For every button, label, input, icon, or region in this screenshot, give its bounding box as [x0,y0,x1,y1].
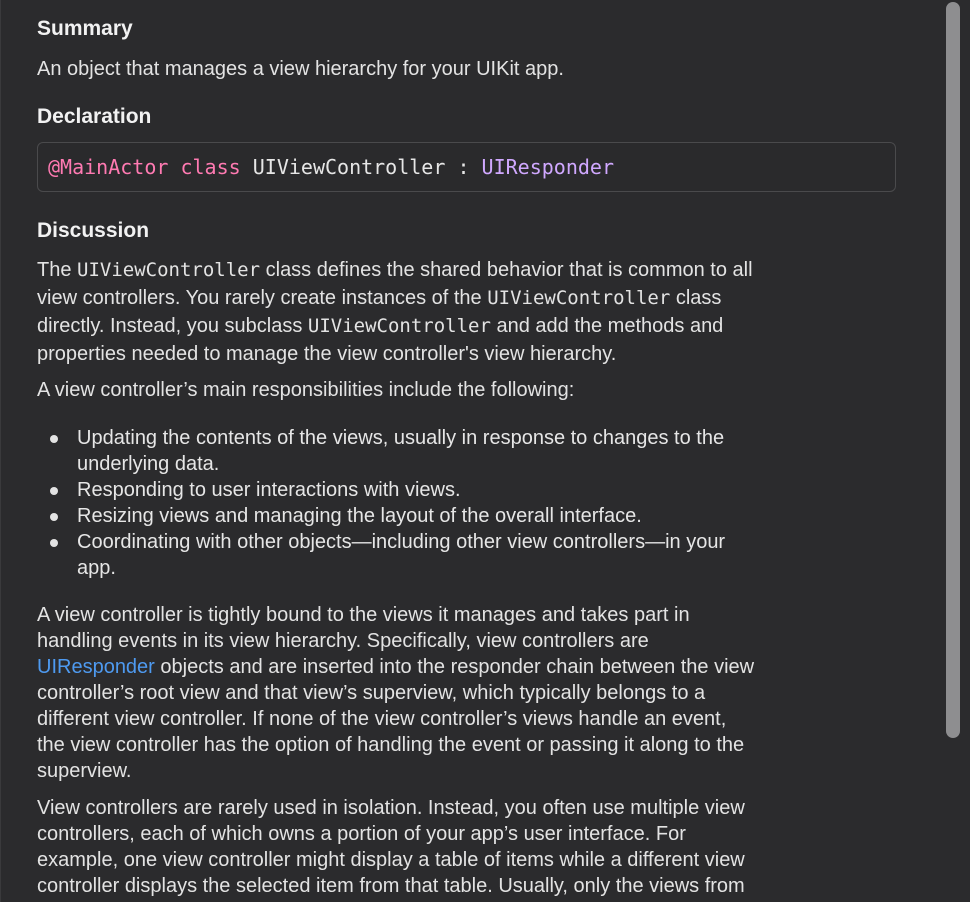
uiresponder-link[interactable]: UIResponder [37,656,155,678]
bullet-icon [50,487,58,495]
declaration-heading: Declaration [37,105,152,128]
declaration-superclass-link[interactable]: UIResponder [481,155,614,179]
discussion-paragraph-4 [37,795,897,899]
bullet-icon [50,539,58,547]
discussion-paragraph-1 [37,256,897,368]
paragraph-line: view controllers. You rarely create instances of the UIViewController class [37,287,722,309]
declaration-class-name: UIViewController [252,155,446,179]
summary-text [37,55,897,83]
list-item: Coordinating with other objects—including other view controllers—in your app. [37,529,897,581]
paragraph-line: The UIViewController class defines the shared behavior that is common to all [37,259,753,281]
discussion-paragraph-3 [37,602,897,784]
paragraph-line: the view controller has the option of handling the event or passing it along to the [37,734,745,756]
discussion-paragraph-2 [37,376,897,404]
list-item: Resizing views and managing the layout of the overall interface. [37,503,897,529]
paragraph-line: controller’s root view and that view’s superview, which typically belongs to a [37,682,706,704]
declaration-keyword: class [180,155,241,179]
paragraph-line: controller displays the selected item from that table. Usually, only the views from [37,875,745,897]
declaration-code-box [37,142,896,192]
declaration-code [48,155,614,179]
paragraph-line: UIResponder objects and are inserted into the responder chain between the view [37,656,755,678]
paragraph-line: example, one view controller might display a table of items while a different view [37,849,745,871]
declaration-separator: : [457,155,470,179]
paragraph-line: A view controller’s main responsibilities include the following: [37,379,575,401]
paragraph-line: View controllers are rarely used in isolation. Instead, you often use multiple view [37,797,745,819]
paragraph-line: directly. Instead, you subclass UIViewController and add the methods and [37,315,724,337]
discussion-heading: Discussion [37,219,150,242]
inline-code: UIViewController [487,287,671,309]
inline-code: UIViewController [307,315,491,337]
bullet-icon [50,435,58,443]
paragraph-line: handling events in its view hierarchy. Specifically, view controllers are [37,630,649,652]
paragraph-line: properties needed to manage the view controller's view hierarchy. [37,343,617,365]
summary-line: An object that manages a view hierarchy for your UIKit app. [37,58,564,80]
paragraph-line: A view controller is tightly bound to the views it manages and takes part in [37,604,690,626]
paragraph-line: controllers, each of which owns a portion of your app’s user interface. For [37,823,686,845]
inline-code: UIViewController [77,259,261,281]
list-item: Updating the contents of the views, usually in response to changes to the underlying data. [37,425,897,477]
vertical-scrollbar-thumb[interactable] [946,2,960,738]
summary-heading: Summary [37,17,133,40]
declaration-attribute: @MainActor [48,155,169,179]
paragraph-line: superview. [37,760,132,782]
list-item: Responding to user interactions with views. [37,477,897,503]
responsibilities-list [37,425,897,581]
bullet-icon [50,513,58,521]
paragraph-line: different view controller. If none of the view controller’s views handle an event, [37,708,727,730]
